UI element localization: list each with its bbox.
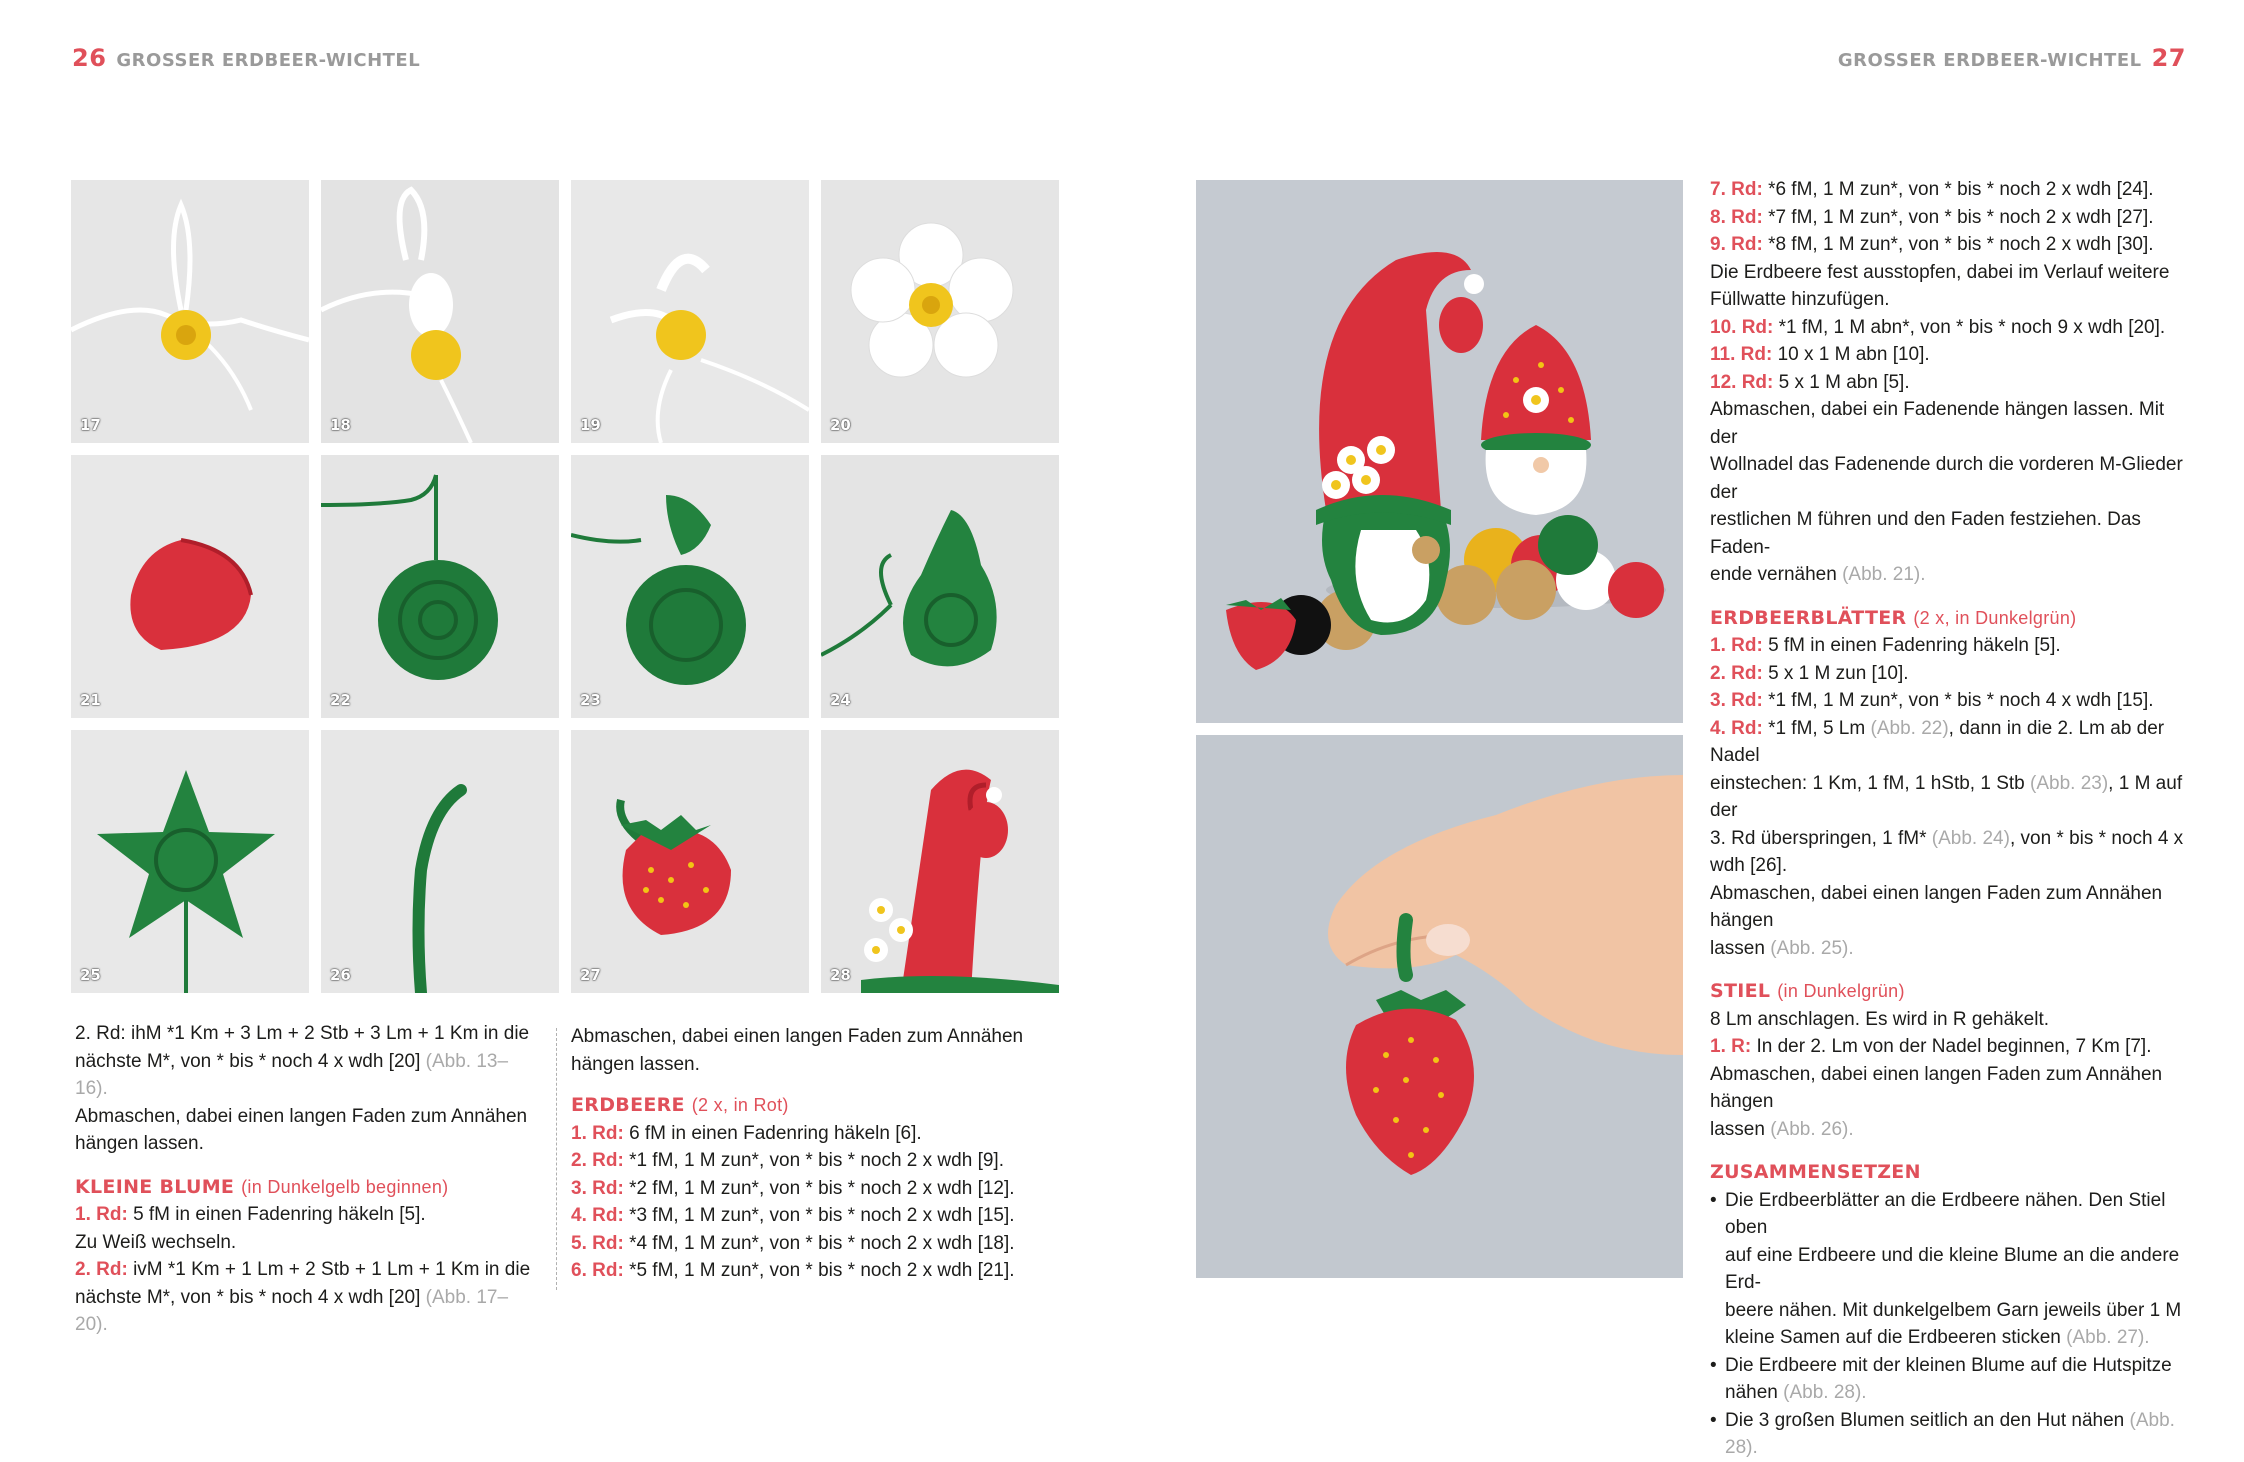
right-header-title: GROSSER ERDBEER-WICHTEL [1837,50,2142,71]
section-erdbeerblaetter [1710,605,2190,633]
row-text: 3. Rd überspringen, 1 fM* [1710,827,1927,849]
erdbeere-row1 [571,1120,1031,1148]
row-label: 11. Rd: [1710,344,1773,365]
bullet-text: beere nähen. Mit dunkelgelbem Garn jeweils über 1 M [1725,1299,2182,1321]
row-text: 5 fM in einen Fadenring häkeln [5]. [1768,635,2061,656]
leaves-row4d [1710,825,2190,853]
leaves-finish: Abmaschen, dabei einen langen Faden zum Annähen hängen [1710,882,2163,931]
bullet-text-part: kleine Samen auf die Erdbeeren sticken [1725,1327,2061,1348]
section-title-erdbeerblaetter: ERDBEERBLÄTTER [1710,606,1907,629]
assembly-bullet-3 [1710,1407,2190,1462]
step-photo-28 [821,730,1059,993]
section-title-kleine-blume: KLEINE BLUME [75,1175,235,1198]
section-sub-erdbeere: (2 x, in Rot) [691,1095,789,1115]
bullet-text [1725,1379,2190,1407]
row-label: 1. R: [1710,1036,1752,1057]
row-text: *3 fM, 1 M zun*, von * bis * noch 2 x wdh [15]. [629,1205,1015,1226]
row-label: 2. Rd: [1710,662,1763,684]
row-text: einstechen: 1 Km, 1 fM, 1 hStb, 1 Stb [1710,772,2025,794]
row-text: lassen [1710,1118,1765,1140]
bullet-text: • Die Erdbeere mit der kleinen Blume auf die Hutspitze [1725,1354,2172,1376]
step-photo-20 [821,180,1059,443]
erdbeere-row4 [571,1202,1031,1230]
text-column-2 [571,1023,1031,1285]
fig-ref-28: (Abb. 28). [1783,1382,1867,1403]
step-photo-23 [571,455,809,718]
left-running-header [72,44,420,72]
step-photo-18 [321,180,559,443]
left-header-title: GROSSER ERDBEER-WICHTEL [116,50,421,71]
bullet-text [1725,1407,2190,1462]
step-label-24: 24 [830,691,851,709]
row-label: 8. Rd: [1710,206,1763,228]
row-label: 3. Rd: [571,1177,624,1199]
row-text: *5 fM, 1 M zun*, von * bis * noch 2 x wdh [21]. [629,1260,1015,1281]
leaves-row4c [1710,770,2190,825]
row-label: 7. Rd: [1710,179,1763,200]
erdbeere-row8 [1710,204,2190,232]
row-text: lassen [1710,937,1765,959]
section-title-erdbeere: ERDBEERE [571,1094,685,1116]
close-line3: restlichen M führen und den Faden festziehen. Das Faden- [1710,509,2141,558]
fig-ref-21: (Abb. 21). [1842,564,1926,585]
bullet-text: auf eine Erdbeere und die kleine Blume an die andere Erd- [1725,1244,2180,1293]
stem-finish: Abmaschen, dabei einen langen Faden zum Annähen hängen [1710,1063,2163,1112]
step-photo-26 [321,730,559,993]
leaves-row2 [1710,660,2190,688]
fill-line1: Die Erdbeere fest ausstopfen, dabei im Verlauf weitere [1710,261,2170,283]
row-text: , von * bis * noch 4 x [2009,827,2184,849]
bullet-text [1725,1324,2190,1352]
row-text: , dann in die 2. Lm ab der Nadel [1710,717,2165,766]
fig-ref-27: (Abb. 27). [2066,1327,2150,1348]
row-text: *1 fM, 1 M zun*, von * bis * noch 4 x wdh [15]. [1768,690,2154,711]
blume-row2b [75,1284,535,1339]
step-label-23: 23 [580,691,601,709]
section-sub-stiel: (in Dunkelgrün) [1777,981,1905,1001]
row-label: 3. Rd: [1710,690,1763,711]
row-label: 12. Rd: [1710,371,1774,393]
step-label-22: 22 [330,691,351,709]
photo-hand-strawberry [1196,735,1683,1278]
blume-row2 [75,1256,535,1284]
step-photo-24 [821,455,1059,718]
right-running-header [1838,44,2186,72]
close-text: ende vernähen [1710,564,1837,585]
step-label-28: 28 [830,966,851,984]
row-text: *1 fM, 1 M abn*, von * bis * noch 9 x wdh [20]. [1778,316,2166,338]
row-label: 5. Rd: [571,1232,624,1254]
section-stiel [1710,978,2190,1006]
stem-row1 [1710,1033,2190,1061]
step-label-21: 21 [80,691,101,709]
row-label: 4. Rd: [571,1205,624,1226]
row-text: *7 fM, 1 M zun*, von * bis * noch 2 x wdh [27]. [1768,206,2154,228]
leaves-finish2 [1710,935,2190,963]
round2-line1: 2. Rd: ihM *1 Km + 3 Lm + 2 Stb + 3 Lm + 1 Km in die [75,1023,530,1044]
row-text: In der 2. Lm von der Nadel beginnen, 7 Km [7]. [1756,1036,2152,1057]
erdbeere-row6 [571,1257,1031,1285]
row-label: 1. Rd: [75,1204,128,1225]
step-photo-27 [571,730,809,993]
row-text: , 1 M auf der [1710,772,2183,821]
fig-ref-24: (Abb. 24) [1931,827,2010,849]
leaves-row4 [1710,715,2190,770]
finish-line2: hängen lassen. [75,1133,204,1154]
assembly-bullet-1 [1710,1187,2190,1352]
leaves-row1 [1710,632,2190,660]
fig-ref-22: (Abb. 22) [1870,717,1949,739]
row-label: 6. Rd: [571,1260,624,1281]
row-label: 2. Rd: [75,1259,128,1280]
step-label-18: 18 [330,416,351,434]
step-label-25: 25 [80,966,101,984]
step-photo-21 [71,455,309,718]
stem-finish2 [1710,1116,2190,1144]
leaves-row4e: wdh [26]. [1710,855,1788,876]
fill-line2: Füllwatte hinzufügen. [1710,289,1890,310]
row-label: 2. Rd: [571,1150,624,1171]
section-title-stiel: STIEL [1710,980,1771,1002]
row-label: 10. Rd: [1710,316,1774,338]
erdbeere-row10 [1710,314,2190,342]
row-text: *6 fM, 1 M zun*, von * bis * noch 2 x wdh [24]. [1768,179,2154,200]
bullet-text: • Die Erdbeerblätter an die Erdbeere nähen. Den Stiel oben [1725,1189,2166,1238]
photo-gnome-group [1196,180,1683,723]
left-page-number: 26 [72,44,107,72]
erdbeere-row5 [571,1230,1031,1258]
stem-line0: 8 Lm anschlagen. Es wird in R gehäkelt. [1710,1008,2050,1030]
text-column-1 [75,1020,535,1339]
section-sub-erdbeerblaetter: (2 x, in Dunkelgrün) [1913,607,2077,628]
close-line1: Abmaschen, dabei ein Fadenende hängen lassen. Mit der [1710,399,2165,448]
close-line2: Wollnadel das Fadenende durch die vorderen M-Glieder der [1710,454,2183,503]
erdbeere-row9 [1710,231,2190,259]
step-label-19: 19 [580,416,601,434]
section-kleine-blume [75,1174,535,1202]
row-text: 5 x 1 M abn [5]. [1778,371,1910,393]
erdbeere-row7 [1710,176,2190,204]
erdbeere-row3 [571,1175,1031,1203]
leaves-row3 [1710,687,2190,715]
row-text: *1 fM, 5 Lm [1768,717,1866,739]
row-text: nächste M*, von * bis * noch 4 x wdh [20] [75,1286,421,1308]
round2-line2-text: nächste M*, von * bis * noch 4 x wdh [20] [75,1050,421,1072]
row-text: 6 fM in einen Fadenring häkeln [6]. [629,1122,922,1144]
fig-ref-28b: (Abb. 28). [1725,1409,2175,1458]
row-text: *8 fM, 1 M zun*, von * bis * noch 2 x wdh [30]. [1768,234,2154,255]
row-text: *1 fM, 1 M zun*, von * bis * noch 2 x wdh [9]. [629,1150,1004,1171]
right-page-number: 27 [2151,44,2186,72]
finish-line2: hängen lassen. [571,1053,700,1075]
blume-row1 [75,1201,535,1229]
step-label-26: 26 [330,966,351,984]
step-photo-19 [571,180,809,443]
finish-line1: Abmaschen, dabei einen langen Faden zum Annähen [75,1105,528,1127]
step-label-20: 20 [830,416,851,434]
row-text: 5 x 1 M zun [10]. [1768,662,1909,684]
fig-ref-26: (Abb. 26). [1770,1118,1854,1140]
fig-ref-13-16: (Abb. 13–16). [75,1050,509,1099]
section-title-zusammensetzen: ZUSAMMENSETZEN [1710,1161,1921,1183]
step-photo-17 [71,180,309,443]
assembly-bullet-2 [1710,1352,2190,1407]
row-text: 5 fM in einen Fadenring häkeln [5]. [133,1204,426,1225]
column-divider [556,1028,557,1290]
blume-row1b: Zu Weiß wechseln. [75,1231,237,1253]
row-text: ivM *1 Km + 1 Lm + 2 Stb + 1 Lm + 1 Km in die [133,1259,531,1280]
step-label-17: 17 [80,416,101,434]
text-column-3 [1710,176,2190,1462]
fig-ref-17-20: (Abb. 17–20). [75,1286,509,1335]
row-text: 10 x 1 M abn [10]. [1777,344,1930,365]
fig-ref-25: (Abb. 25). [1770,937,1854,959]
section-erdbeere [571,1092,1031,1120]
row-label: 1. Rd: [1710,635,1763,656]
step-photo-25 [71,730,309,993]
row-label: 9. Rd: [1710,234,1763,255]
fig-ref-23: (Abb. 23) [2030,772,2109,794]
bullet-text-part: nähen [1725,1382,1778,1403]
round2-line2 [75,1048,535,1103]
erdbeere-row12 [1710,369,2190,397]
section-zusammensetzen [1710,1159,2190,1187]
row-label: 1. Rd: [571,1122,624,1144]
erdbeere-row11 [1710,341,2190,369]
step-label-27: 27 [580,966,601,984]
finish-line1: Abmaschen, dabei einen langen Faden zum Annähen [571,1026,1024,1047]
row-text: *4 fM, 1 M zun*, von * bis * noch 2 x wdh [18]. [629,1232,1015,1254]
step-photo-22 [321,455,559,718]
bullet-text-part: Die 3 großen Blumen seitlich an den Hut nähen [1725,1409,2125,1431]
close-line4 [1710,561,2190,589]
section-sub-kleine-blume: (in Dunkelgelb beginnen) [241,1176,449,1197]
erdbeere-row2 [571,1147,1031,1175]
row-label: 4. Rd: [1710,717,1763,739]
row-text: *2 fM, 1 M zun*, von * bis * noch 2 x wdh [12]. [629,1177,1015,1199]
